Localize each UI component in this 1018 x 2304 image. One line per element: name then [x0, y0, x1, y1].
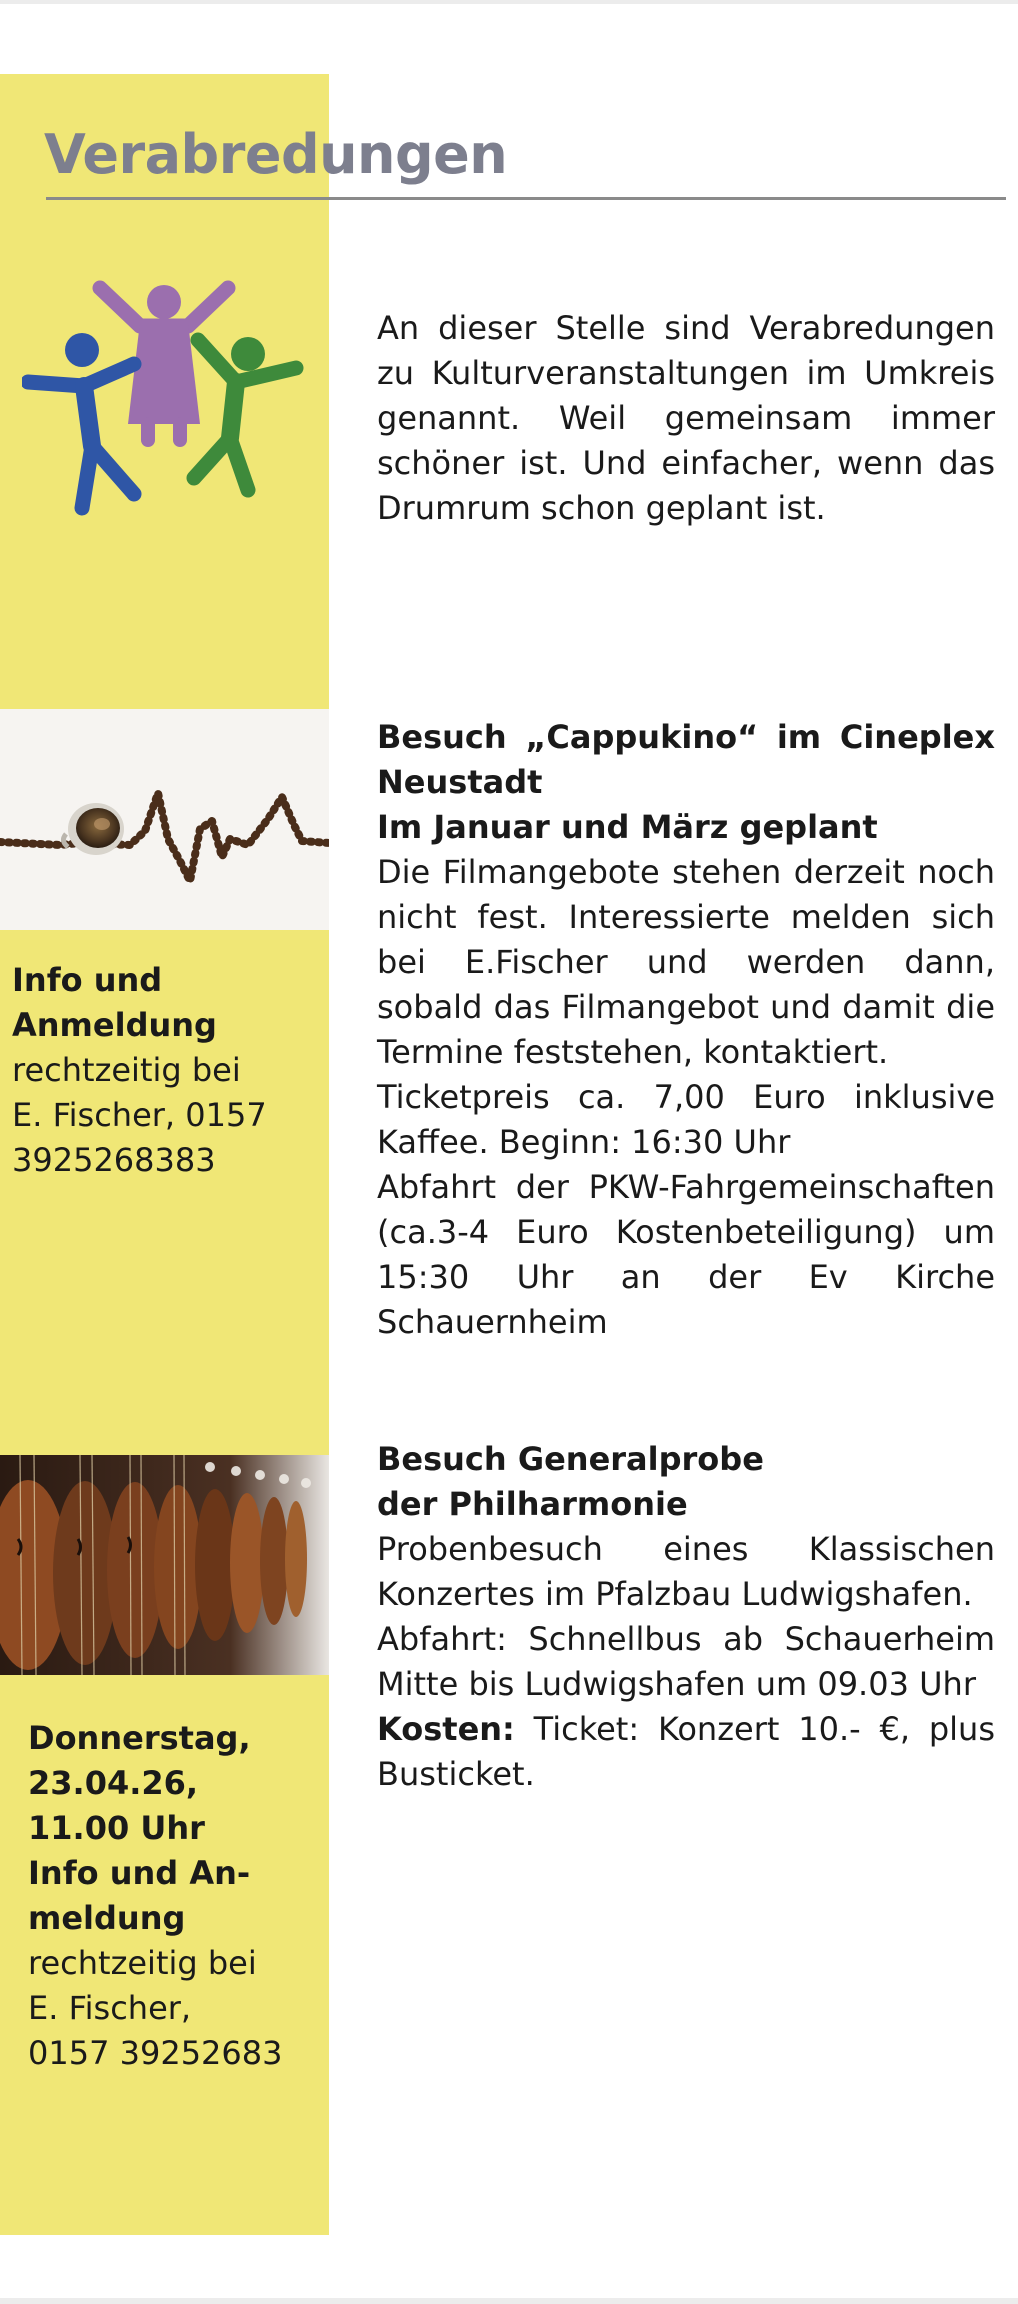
violins-image [0, 1455, 329, 1675]
event-philharmonie-heading: Besuch Generalprobe [377, 1440, 764, 1478]
contact-line: rechtzeitig bei [12, 1051, 241, 1089]
contact-heading: Info und An- [28, 1854, 251, 1892]
coffee-bean-line-icon [0, 709, 329, 930]
contact-line: E. Fischer, 0157 [12, 1096, 267, 1134]
event-date: 23.04.26, [28, 1764, 199, 1802]
event-cappukino-contact [12, 958, 267, 1183]
event-cappukino-heading: Besuch „Cappukino“ im Cineplex Neustadt [377, 718, 995, 801]
contact-line: E. Fischer, [28, 1989, 192, 2027]
intro-text: An dieser Stelle sind Verabredungen zu Kulturveranstaltungen im Umkreis genannt. Weil gemeinsam immer schöner ist. Und einfacher, wenn das Drumrum schon geplant ist. [377, 309, 995, 527]
title-rule [46, 197, 1006, 200]
contact-heading: Info und [12, 961, 163, 999]
cost-label: Kosten: [377, 1710, 515, 1748]
event-cappukino-price: Ticketpreis ca. 7,00 Euro inklusive Kaffee. Beginn: 16:30 Uhr [377, 1078, 995, 1161]
contact-phone: 3925268383 [12, 1141, 216, 1179]
contact-line: rechtzeitig bei [28, 1944, 257, 1982]
event-date: Donnerstag, [28, 1719, 251, 1757]
contact-heading: meldung [28, 1899, 186, 1937]
event-cappukino-departure: Abfahrt der PKW-Fahrgemeinschaften (ca.3-4 Euro Kostenbeteiligung) um 15:30 Uhr an der Ev Kirche Schauernheim [377, 1168, 995, 1341]
event-time: 11.00 Uhr [28, 1809, 205, 1847]
event-philharmonie-contact [28, 1716, 282, 2076]
event-philharmonie [377, 1437, 995, 1797]
event-cappukino-description: Die Filmangebote stehen derzeit noch nicht fest. Interessierte melden sich bei E.Fischer und werden dann, sobald das Filmangebot und damit die Termine feststehen, kontaktiert. [377, 853, 995, 1071]
event-philharmonie-departure: Abfahrt: Schnellbus ab Schauerheim Mitte bis Ludwigshafen um 09.03 Uhr [377, 1620, 995, 1703]
event-philharmonie-subheading: der Philharmonie [377, 1485, 688, 1523]
cost-text: Ticket: Konzert 10.- €, plus Busticket. [377, 1710, 995, 1793]
intro-paragraph [377, 306, 995, 531]
event-philharmonie-description: Probenbesuch eines Klassischen Konzertes im Pfalzbau Ludwigshafen. [377, 1530, 995, 1613]
contact-heading: Anmeldung [12, 1006, 217, 1044]
event-philharmonie-cost [377, 1707, 995, 1797]
bottom-border [0, 2298, 1018, 2304]
event-cappukino-subheading: Im Januar und März geplant [377, 808, 878, 846]
event-cappukino [377, 715, 995, 1345]
contact-phone: 0157 39252683 [28, 2034, 283, 2072]
coffee-heartbeat-image [0, 709, 329, 930]
people-group-icon [22, 278, 312, 523]
top-border [0, 0, 1018, 4]
page-title: Verabredungen [44, 123, 508, 186]
violin-row-icon [0, 1455, 329, 1675]
